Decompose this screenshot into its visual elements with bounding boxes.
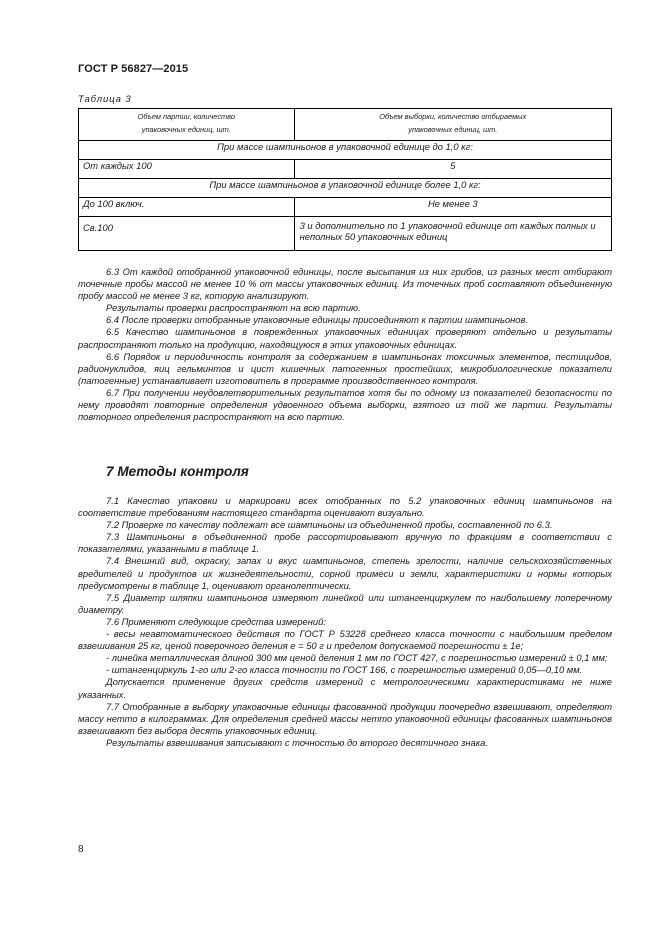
document-header: ГОСТ Р 56827—2015: [78, 63, 189, 75]
paragraph-6-3-result: Результаты проверки распространяют на всю партию.: [106, 302, 361, 314]
table-cell-lot: До 100 включ.: [79, 198, 295, 217]
sampling-table: [78, 108, 612, 251]
page-number: 8: [78, 844, 84, 855]
table-group-row: [79, 141, 612, 160]
table-caption: Таблица 3: [78, 94, 132, 105]
section-7-title: 7 Методы контроля: [106, 464, 249, 479]
table-row: [79, 160, 612, 179]
table-cell-sample: 3 и дополнительно по 1 упаковочной единице от каждых полных и неполных 50 упаковочных единиц: [294, 217, 611, 251]
paragraph-6-4: 6.4 После проверки отобранные упаковочные единицы присоединяют к партии шампиньонов.: [106, 314, 528, 326]
paragraph-7-6-note: Допускается применение других средств измерений с метрологическими характеристиками не ниже указанных.: [78, 676, 612, 700]
table-col-header-lot: Объем партии, количество упаковочных единиц, шт.: [79, 109, 295, 141]
table-row: [79, 217, 612, 251]
paragraph-7-6: 7.6 Применяют следующие средства измерений:: [106, 615, 326, 627]
paragraph-7-5: 7.5 Диаметр шляпки шампиньонов измеряют линейкой или штангенциркулем по наибольшему поперечному диаметру.: [78, 591, 612, 615]
table-group-title: При массе шампиньонов в упаковочной единице до 1,0 кг:: [79, 141, 612, 160]
paragraph-7-1: 7.1 Качество упаковки и маркировки всех отобранных по 5.2 упаковочных единиц шампиньонов на соответствие требованиям настоящего стандарта оценивают визуально.: [78, 495, 612, 519]
section-6-body: [78, 266, 612, 423]
section-7-body: [78, 495, 612, 749]
table-row: [79, 198, 612, 217]
list-item-ruler: - линейка металлическая длиной 300 мм ценой деления 1 мм по ГОСТ 427, с погрешностью измерений ± 0,1 мм;: [106, 652, 608, 664]
paragraph-7-3: 7.3 Шампиньоны в объединенной пробе рассортировывают вручную по фракциям в соответствии с показателями, указанными в таблице 1.: [78, 531, 612, 555]
table-cell-sample: 5: [294, 160, 611, 179]
table-header-row: [79, 109, 612, 141]
list-item-caliper: - штангенциркуль 1-го или 2-го класса точности по ГОСТ 166, с погрешностью измерений 0,05—0,10 мм.: [106, 664, 583, 676]
table-cell-lot: От каждых 100: [79, 160, 295, 179]
paragraph-7-7-result: Результаты взвешивания записывают с точностью до второго десятичного знака.: [106, 736, 488, 748]
table-col-header-sample: Объем выборки, количество отбираемых упаковочных единиц, шт.: [294, 109, 611, 141]
list-item-scales: - весы неавтоматического действия по ГОСТ Р 53228 среднего класса точности с наибольшим пределом взвешивания 25 кг, ценой поверочного деления e = 50 г и пределом допускаемой погрешности ± 1e;: [78, 628, 612, 652]
paragraph-6-7: 6.7 При получении неудовлетворительных результатов хотя бы по одному из показателей безопасности по нему проводят повторные определения удвоенного объема выборки, взятого из той же партии. Результаты повторного определения распространяют на всю партию.: [78, 386, 612, 423]
paragraph-6-3: 6.3 От каждой отобранной упаковочной единицы, после высыпания из них грибов, из разных мест отбирают точечные пробы массой не менее 10 % от массы упаковочных единиц. Из точечных проб составляют объединенную пробу массой не менее 3 кг, которую анализируют.: [78, 266, 612, 302]
paragraph-7-4: 7.4 Внешний вид, окраску, запах и вкус шампиньонов, степень зрелости, наличие сельскохозяйственных вредителей и продуктов их жизнедеятельности, сорной примеси и земли, характеристики и нормы которых предусмотрены в таблице 1, оценивают органолептически.: [78, 555, 612, 591]
table-group-title: При массе шампиньонов в упаковочной единице более 1,0 кг:: [79, 179, 612, 198]
table-cell-lot: Св.100: [79, 217, 295, 251]
paragraph-7-2: 7.2 Проверке по качеству подлежат все шампиньоны из объединенной пробы, составленной по 6.3.: [106, 519, 553, 531]
paragraph-7-7: 7.7 Отобранные в выборку упаковочные единицы фасованной продукции поочередно взвешивают, определяют массу нетто в килограммах. Для определения средней массы нетто упаковочной единицы фасованных шампиньонов взвешивают без выбора десять упаковочных единиц.: [78, 700, 612, 736]
table-cell-sample: Не менее 3: [294, 198, 611, 217]
paragraph-6-5: 6.5 Качество шампиньонов в поврежденных упаковочных единицах проверяют отдельно и результаты распространяют только на продукцию, находящуюся в этих упаковочных единицах.: [78, 326, 612, 350]
table-group-row: [79, 179, 612, 198]
paragraph-6-6: 6.6 Порядок и периодичность контроля за содержанием в шампиньонах токсичных элементов, пестицидов, радионуклидов, яиц гельминтов и цист кишечных патогенных простейших, микробиологические показатели (патогенные) устанавливает изготовитель в программе производственного контроля.: [78, 350, 612, 386]
